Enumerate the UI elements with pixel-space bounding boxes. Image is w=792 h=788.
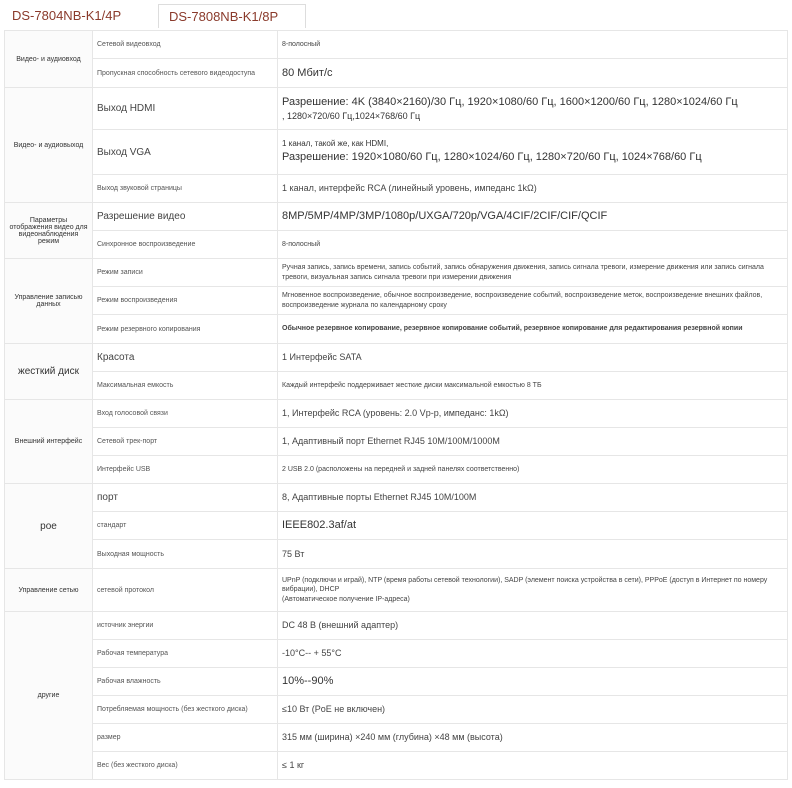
row-label: Красота xyxy=(93,344,278,372)
hdmi-resolutions-line2: , 1280×720/60 Гц,1024×768/60 Гц xyxy=(282,110,421,121)
table-row xyxy=(5,259,788,287)
group-external-interface: Внешний интерфейс xyxy=(5,400,93,484)
group-video-audio-output: Видео- и аудиовыход xyxy=(5,88,93,203)
table-row xyxy=(5,203,788,231)
row-label: Интерфейс USB xyxy=(93,456,278,484)
row-label: Выходная мощность xyxy=(93,540,278,569)
hdmi-resolutions-line1: Разрешение: 4K (3840×2160)/30 Гц, 1920×1080/60 Гц, 1600×1200/60 Гц, 1280×1024/60 Гц xyxy=(282,96,738,108)
row-value: 8-полосный xyxy=(278,231,788,259)
row-label: Сетевой трек-порт xyxy=(93,428,278,456)
table-row xyxy=(5,315,788,344)
group-display-params: Параметры отображения видео для видеонаблюдения режим xyxy=(5,203,93,259)
row-label: Режим воспроизведения xyxy=(93,287,278,315)
row-label: Выход звуковой страницы xyxy=(93,175,278,203)
table-row xyxy=(5,540,788,569)
table-row xyxy=(5,456,788,484)
table-row xyxy=(5,752,788,780)
row-label: порт xyxy=(93,484,278,512)
table-row xyxy=(5,696,788,724)
row-value: 1, Интерфейс RCA (уровень: 2.0 Vp-p, импеданс: 1kΩ) xyxy=(278,400,788,428)
group-recording-control: Управление записью данных xyxy=(5,259,93,344)
row-value: Ручная запись, запись времени, запись событий, запись обнаружения движения, запись сигнала тревоги, измерение движения или запись сигнала тревоги, визуальная запись сигнала тревоги при измерении движения xyxy=(278,259,788,287)
row-value: Мгновенное воспроизведение, обычное воспроизведение, воспроизведение событий, воспроизведение меток, воспроизведение внешних файлов, воспроизведение журнала по календарному сроку xyxy=(278,287,788,315)
row-label: Вес (без жесткого диска) xyxy=(93,752,278,780)
row-label: Рабочая влажность xyxy=(93,668,278,696)
table-row xyxy=(5,287,788,315)
table-row xyxy=(5,372,788,400)
table-row xyxy=(5,484,788,512)
vga-line2: Разрешение: 1920×1080/60 Гц, 1280×1024/60 Гц, 1280×720/60 Гц, 1024×768/60 Гц xyxy=(282,150,702,163)
row-value: 1, Адаптивный порт Ethernet RJ45 10M/100M/1000M xyxy=(278,428,788,456)
tab-ds-7808nb[interactable]: DS-7808NB-K1/8P xyxy=(158,4,306,28)
row-label: Режим резервного копирования xyxy=(93,315,278,344)
row-label: Вход голосовой связи xyxy=(93,400,278,428)
protocol-line1: UPnP (подключи и играй), NTP (время работы сетевой технологии), SADP (элемент поиска устройства в сети), PPPoE (доступ в Интернет по номеру вибрации), DHCP xyxy=(282,576,768,594)
table-row xyxy=(5,428,788,456)
row-value: Обычное резервное копирование, резервное копирование событий, резервное копирование для редактирования резервной копии xyxy=(278,315,788,344)
row-label: стандарт xyxy=(93,512,278,540)
row-value: IEEE802.3af/at xyxy=(278,512,788,540)
table-row xyxy=(5,724,788,752)
model-tabs xyxy=(4,4,306,30)
table-row xyxy=(5,344,788,372)
row-label: Разрешение видео xyxy=(93,203,278,231)
table-row xyxy=(5,668,788,696)
row-label: источник энергии xyxy=(93,612,278,640)
row-value: 8, Адаптивные порты Ethernet RJ45 10M/100M xyxy=(278,484,788,512)
row-label: Сетевой видеовход xyxy=(93,31,278,59)
row-value: ≤ 1 кг xyxy=(278,752,788,780)
spec-table xyxy=(4,30,788,780)
vga-line1: 1 канал, такой же, как HDMI, xyxy=(282,139,389,149)
group-video-audio-input: Видео- и аудиовход xyxy=(5,31,93,88)
table-row xyxy=(5,640,788,668)
row-label: Пропускная способность сетевого видеодоступа xyxy=(93,59,278,88)
row-value xyxy=(278,569,788,612)
row-value: 315 мм (ширина) ×240 мм (глубина) ×48 мм (высота) xyxy=(278,724,788,752)
row-value: 8MP/5MP/4MP/3MP/1080p/UXGA/720p/VGA/4CIF/2CIF/CIF/QCIF xyxy=(278,203,788,231)
tab-ds-7804nb[interactable]: DS-7804NB-K1/4P xyxy=(4,4,152,28)
row-value: 1 Интерфейс SATA xyxy=(278,344,788,372)
group-other: другие xyxy=(5,612,93,780)
table-row xyxy=(5,88,788,130)
row-value: 80 Мбит/с xyxy=(278,59,788,88)
table-row xyxy=(5,231,788,259)
row-label: Рабочая температура xyxy=(93,640,278,668)
row-value: 8-полосный xyxy=(278,31,788,59)
table-row xyxy=(5,175,788,203)
row-value: DC 48 В (внешний адаптер) xyxy=(278,612,788,640)
row-label: Максимальная емкость xyxy=(93,372,278,400)
protocol-line2: (Автоматическое получение IP-адреса) xyxy=(282,595,410,603)
row-value: 10%--90% xyxy=(278,668,788,696)
row-label: размер xyxy=(93,724,278,752)
group-hard-disk: жесткий диск xyxy=(5,344,93,400)
row-value xyxy=(278,130,788,175)
row-value xyxy=(278,88,788,130)
table-row xyxy=(5,569,788,612)
row-value: 2 USB 2.0 (расположены на передней и задней панелях соответственно) xyxy=(278,456,788,484)
table-row xyxy=(5,31,788,59)
group-network-management: Управление сетью xyxy=(5,569,93,612)
row-label: Выход HDMI xyxy=(93,88,278,130)
table-row xyxy=(5,130,788,175)
row-value: -10°C-- + 55°C xyxy=(278,640,788,668)
table-row xyxy=(5,59,788,88)
row-label: Режим записи xyxy=(93,259,278,287)
group-poe: рое xyxy=(5,484,93,569)
table-row xyxy=(5,512,788,540)
row-value: Каждый интерфейс поддерживает жесткие диски максимальной емкостью 8 ТБ xyxy=(278,372,788,400)
row-label: Синхронное воспроизведение xyxy=(93,231,278,259)
row-value: 1 канал, интерфейс RCA (линейный уровень, импеданс 1kΩ) xyxy=(278,175,788,203)
table-row xyxy=(5,612,788,640)
row-label: Выход VGA xyxy=(93,130,278,175)
row-label: сетевой протокол xyxy=(93,569,278,612)
row-label: Потребляемая мощность (без жесткого диска) xyxy=(93,696,278,724)
row-value: 75 Вт xyxy=(278,540,788,569)
table-row xyxy=(5,400,788,428)
row-value: ≤10 Вт (PoE не включен) xyxy=(278,696,788,724)
